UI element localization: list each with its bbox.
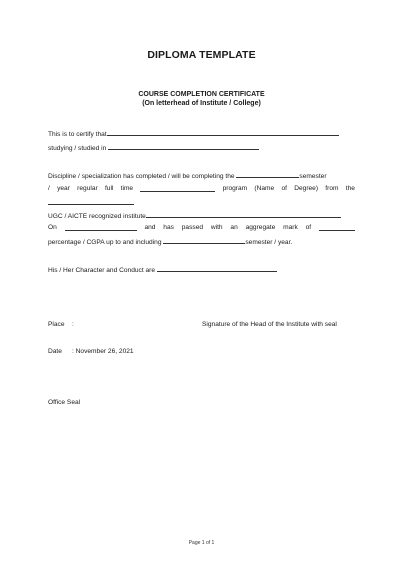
office-seal-label: Office Seal [48,399,81,406]
character-blank [157,264,277,272]
ugc-institute-blank [146,210,341,218]
percentage-label: percentage / CGPA up to and including [48,239,162,246]
ugc-line [48,210,341,221]
program-blank [140,184,215,192]
passed-word: passed [181,224,204,231]
place-label: Place [48,321,65,328]
page-footer: Page 1 of 1 [188,540,215,546]
semester-number-blank [236,170,299,178]
with-word: with [210,224,223,231]
of-word: of [281,185,287,192]
institute-name-blank [48,197,134,205]
mark-word: mark [283,224,298,231]
on-word: On [48,224,57,231]
institution-blank [108,142,259,150]
date-passed-blank [65,223,137,231]
the-word: the [345,185,355,192]
certify-line [48,128,339,139]
regular-word: regular [77,185,98,192]
semester-label: semester [299,173,327,180]
aggregate-word: aggregate [245,224,276,231]
passed-line [48,223,355,232]
program-word: program [222,185,248,192]
of-word-2: of [305,224,312,231]
has-word: has [163,224,174,231]
year-word: year [57,185,70,192]
upto-semester-blank [163,236,245,244]
institute-name-line [48,197,134,208]
mark-blank [319,223,355,231]
discipline-label: Discipline / specialization has completed / will be completing the [48,173,235,180]
slash-word: / [48,185,50,192]
place-colon: : [72,321,74,328]
ugc-label: UGC / AICTE recognized institute [48,213,146,220]
studying-label: studying / studied in [48,145,107,152]
character-line [48,264,277,275]
an-word: an [230,224,238,231]
name-word: (Name [254,185,275,192]
and-word: and [144,224,156,231]
from-word: from [325,185,339,192]
signature-label: Signature of the Head of the Institute with seal [202,321,337,328]
letterhead-note: (On letterhead of Institute / College) [142,100,261,107]
date-value: : November 26, 2021 [72,348,134,355]
certify-label: This is to certify that [48,131,107,138]
percentage-line [48,236,292,247]
program-line [48,184,355,193]
date-label: Date [48,348,62,355]
discipline-line [48,170,327,181]
full-word: full [104,185,114,192]
document-title: DIPLOMA TEMPLATE [147,49,256,61]
degree-word: Degree) [294,185,319,192]
certificate-subtitle: COURSE COMPLETION CERTIFICATE [138,91,265,98]
name-blank [107,128,339,136]
semester-year-label: semester / year. [245,239,293,246]
studying-line [48,142,259,153]
time-word: time [120,185,134,192]
character-label: His / Her Character and Conduct are [48,267,156,274]
